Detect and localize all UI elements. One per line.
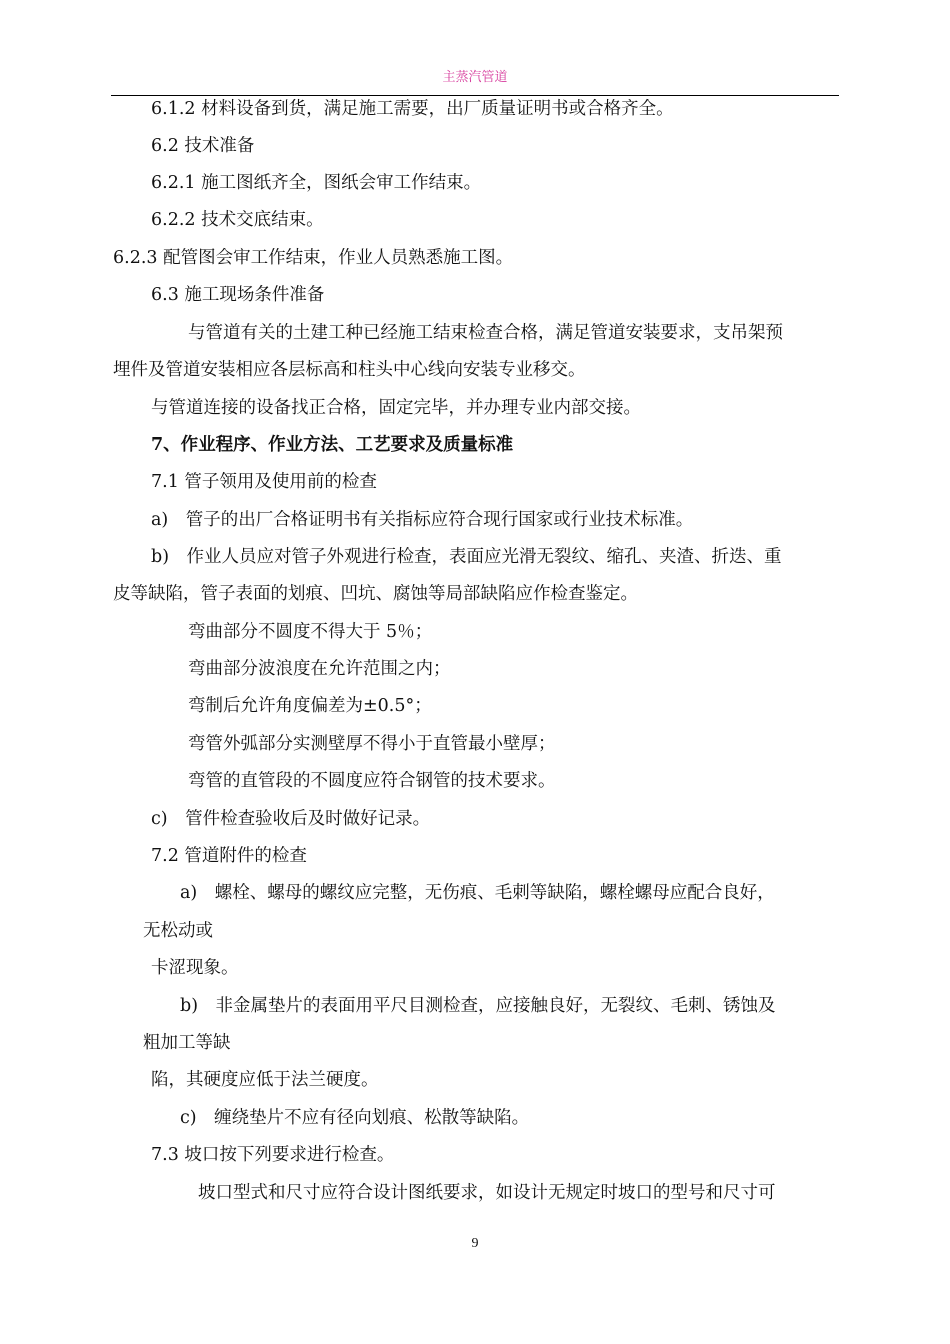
running-header: 主蒸汽管道: [442, 70, 508, 85]
text-line: 坡口型式和尺寸应符合设计图纸要求，如设计无规定时坡口的型号和尺寸可: [198, 1183, 776, 1203]
requirement-line: 弯管的直管段的不圆度应符合钢管的技术要求。: [188, 771, 556, 791]
text-line: 卡涩现象。: [151, 958, 239, 978]
list-item: b) 作业人员应对管子外观进行检查，表面应光滑无裂纹、缩孔、夹渣、折迭、重: [151, 547, 782, 567]
chapter-heading: 7、作业程序、作业方法、工艺要求及质量标准: [151, 435, 514, 455]
text-line: 无松动或: [143, 921, 213, 941]
section-heading: 7.3 坡口按下列要求进行检查。: [151, 1145, 395, 1165]
text-line: 6.2.3 配管图会审工作结束，作业人员熟悉施工图。: [113, 248, 514, 268]
requirement-line: 弯曲部分波浪度在允许范围之内；: [188, 659, 451, 679]
requirement-line: 弯曲部分不圆度不得大于 5％；: [188, 622, 433, 642]
page-number: 9: [471, 1236, 479, 1251]
text-line: 陷，其硬度应低于法兰硬度。: [151, 1070, 379, 1090]
list-item: a) 螺栓、螺母的螺纹应完整，无伤痕、毛刺等缺陷，螺栓螺母应配合良好，: [180, 883, 775, 903]
requirement-line: 弯管外弧部分实测壁厚不得小于直管最小壁厚；: [188, 734, 556, 754]
text-line: 与管道连接的设备找正合格，固定完毕，并办理专业内部交接。: [151, 398, 641, 418]
text-line: 与管道有关的土建工种已经施工结束检查合格，满足管道安装要求，支吊架预: [188, 323, 783, 343]
text-line: 埋件及管道安装相应各层标高和柱头中心线向安装专业移交。: [113, 360, 586, 380]
text-line: 粗加工等缺: [143, 1033, 231, 1053]
requirement-line: 弯制后允许角度偏差为±0.5°；: [188, 696, 432, 716]
section-heading: 7.1 管子领用及使用前的检查: [151, 472, 377, 492]
list-item: c) 管件检查验收后及时做好记录。: [151, 809, 431, 829]
list-item: a) 管子的出厂合格证明书有关指标应符合现行国家或行业技术标准。: [151, 510, 694, 530]
header-rule: [111, 95, 839, 96]
section-heading: 7.2 管道附件的检查: [151, 846, 307, 866]
list-item: b) 非金属垫片的表面用平尺目测检查，应接触良好，无裂纹、毛刺、锈蚀及: [180, 996, 776, 1016]
section-heading: 6.2 技术准备: [151, 136, 255, 156]
section-heading: 6.3 施工现场条件准备: [151, 285, 325, 305]
text-line: 6.2.2 技术交底结束。: [151, 210, 324, 230]
text-line: 6.2.1 施工图纸齐全，图纸会审工作结束。: [151, 173, 482, 193]
list-item: c) 缠绕垫片不应有径向划痕、松散等缺陷。: [180, 1108, 530, 1128]
text-line: 皮等缺陷，管子表面的划痕、凹坑、腐蚀等局部缺陷应作检查鉴定。: [113, 584, 638, 604]
text-line: 6.1.2 材料设备到货，满足施工需要，出厂质量证明书或合格齐全。: [151, 99, 674, 119]
